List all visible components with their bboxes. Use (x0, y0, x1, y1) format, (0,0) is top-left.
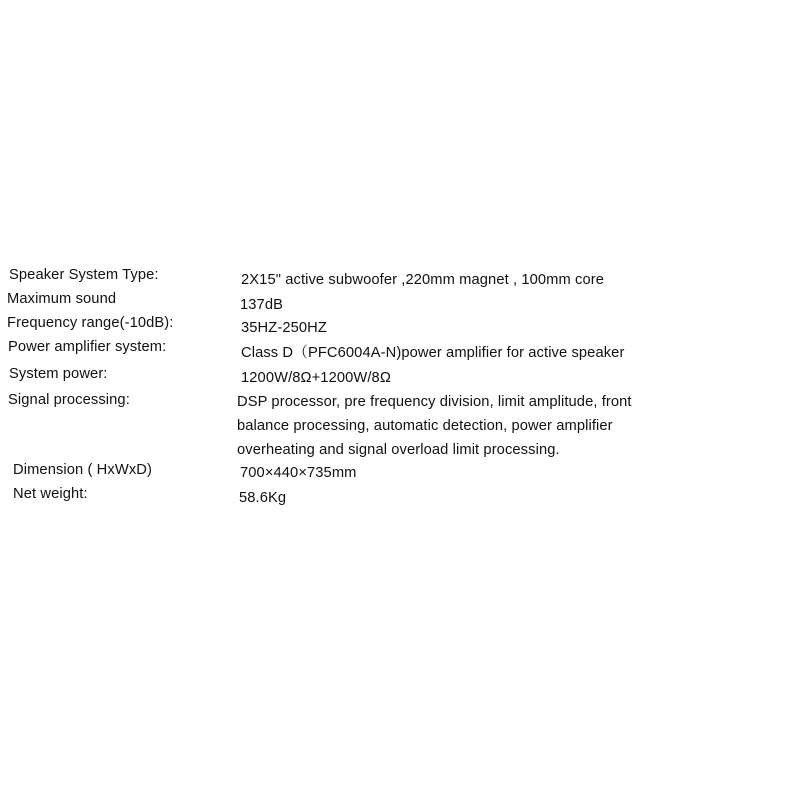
system-power-label: System power: (9, 365, 108, 382)
speaker-system-type-value: 2X15" active subwoofer ,220mm magnet , 100mm core (241, 271, 604, 288)
signal-processing-label: Signal processing: (8, 391, 130, 408)
frequency-range-value: 35HZ-250HZ (241, 319, 327, 336)
system-power-value: 1200W/8Ω+1200W/8Ω (241, 369, 391, 386)
signal-processing-line-2: balance processing, automatic detection, power amplifier (237, 417, 613, 434)
speaker-system-type-label: Speaker System Type: (9, 266, 159, 283)
maximum-sound-label: Maximum sound (7, 290, 117, 307)
signal-processing-line-1: DSP processor, pre frequency division, limit amplitude, front (237, 393, 632, 410)
dimension-label: Dimension ( HxWxD) (13, 461, 152, 478)
frequency-range-label: Frequency range(-10dB): (7, 314, 174, 331)
power-amplifier-system-value: Class D（PFC6004A-N)power amplifier for active speaker (241, 344, 625, 361)
signal-processing-line-3: overheating and signal overload limit processing. (237, 441, 560, 458)
maximum-sound-value: 137dB (240, 296, 283, 313)
net-weight-label: Net weight: (13, 485, 88, 502)
power-amplifier-system-label: Power amplifier system: (8, 338, 167, 355)
net-weight-value: 58.6Kg (239, 489, 287, 506)
dimension-value: 700×440×735mm (240, 464, 357, 481)
